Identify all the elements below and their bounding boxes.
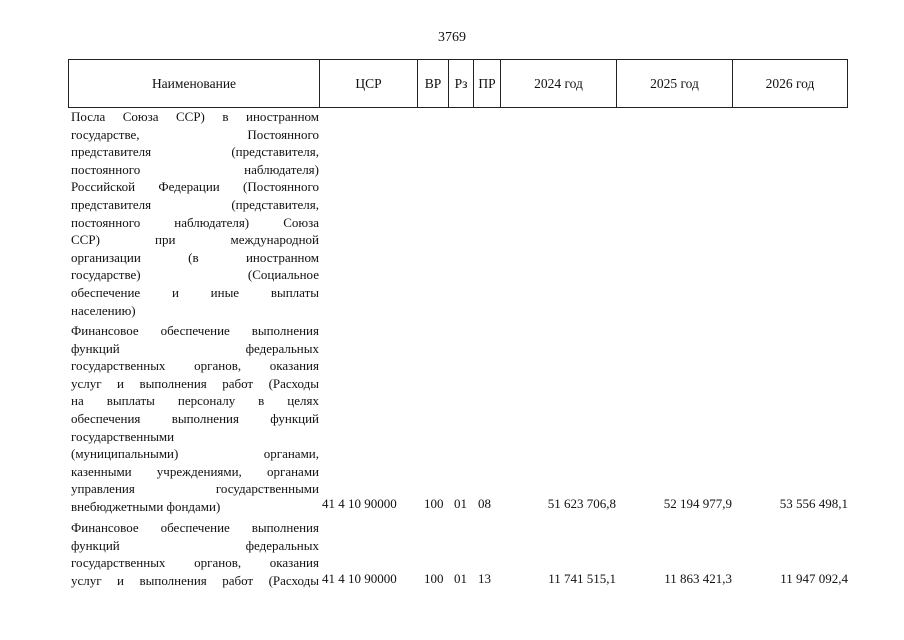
cell-2026: 11 947 092,4 [780,571,848,586]
cell-csr: 41 4 10 90000 [322,496,397,511]
header-2025: 2025 год [617,60,733,107]
description-line: государственными [71,428,175,444]
description-line: государственных органов, оказания [71,555,319,571]
description-line: услуг и выполнения работ (Расходы [71,572,319,588]
description-line: Финансовое обеспечение выполнения [71,520,319,535]
description-line: государстве) (Социальное [71,267,319,283]
header-2026: 2026 год [765,76,815,91]
description-line: населению) [71,302,136,318]
cell-2026: 53 556 498,1 [779,496,848,511]
header-2024: 2024 год [501,60,617,107]
description-line: государстве, Постоянного [71,126,319,142]
table-row-description [71,108,319,319]
description-line: (муниципальными) органами, [71,446,319,462]
description-line: услуг и выполнения работ (Расходы [71,375,319,391]
header-vr: ВР [418,60,449,107]
description-line: постоянного наблюдателя) Союза [71,214,319,230]
header-csr: ЦСР [320,60,418,107]
cell-pr: 08 [478,496,491,511]
description-line: организации (в иностранном [71,249,319,265]
cell-2025: 11 863 421,3 [664,571,732,586]
description-line: функций федеральных [71,537,319,553]
cell-csr: 41 4 10 90000 [322,571,397,586]
description-line: на выплаты персоналу в целях [71,393,319,409]
description-line: внебюджетными фондами) [71,498,221,514]
cell-pr: 13 [478,571,491,586]
description-line: Российской Федерации (Постоянного [71,179,319,195]
description-line: Посла Союза ССР) в иностранном [71,109,319,124]
description-line: государственных органов, оказания [71,358,319,374]
description-line: представителя (представителя, [71,196,319,212]
description-line: управления государственными [71,481,319,497]
description-line: функций федеральных [71,340,319,356]
cell-2025: 52 194 977,9 [663,496,732,511]
description-line: ССР) при международной [71,232,319,248]
description-line: постоянного наблюдателя) [71,161,319,177]
description-line: казенными учреждениями, органами [71,463,319,479]
cell-2024: 51 623 706,8 [547,496,616,511]
page-number: 3769 [438,30,466,45]
description-line: обеспечения выполнения функций [71,410,319,426]
cell-vr: 100 [424,571,444,586]
description-line: Финансовое обеспечение выполнения [71,323,319,338]
table-header [68,59,848,108]
cell-vr: 100 [424,496,444,511]
cell-rz: 01 [454,571,467,586]
table-row-description [71,322,319,516]
cell-rz: 01 [454,496,467,511]
cell-2024: 11 741 515,1 [548,571,616,586]
header-pr: ПР [474,60,501,107]
table-row-description [71,519,319,589]
header-name: Наименование [69,60,320,107]
description-line: представителя (представителя, [71,144,319,160]
description-line: обеспечение и иные выплаты [71,284,319,300]
header-rz: Рз [449,60,474,107]
